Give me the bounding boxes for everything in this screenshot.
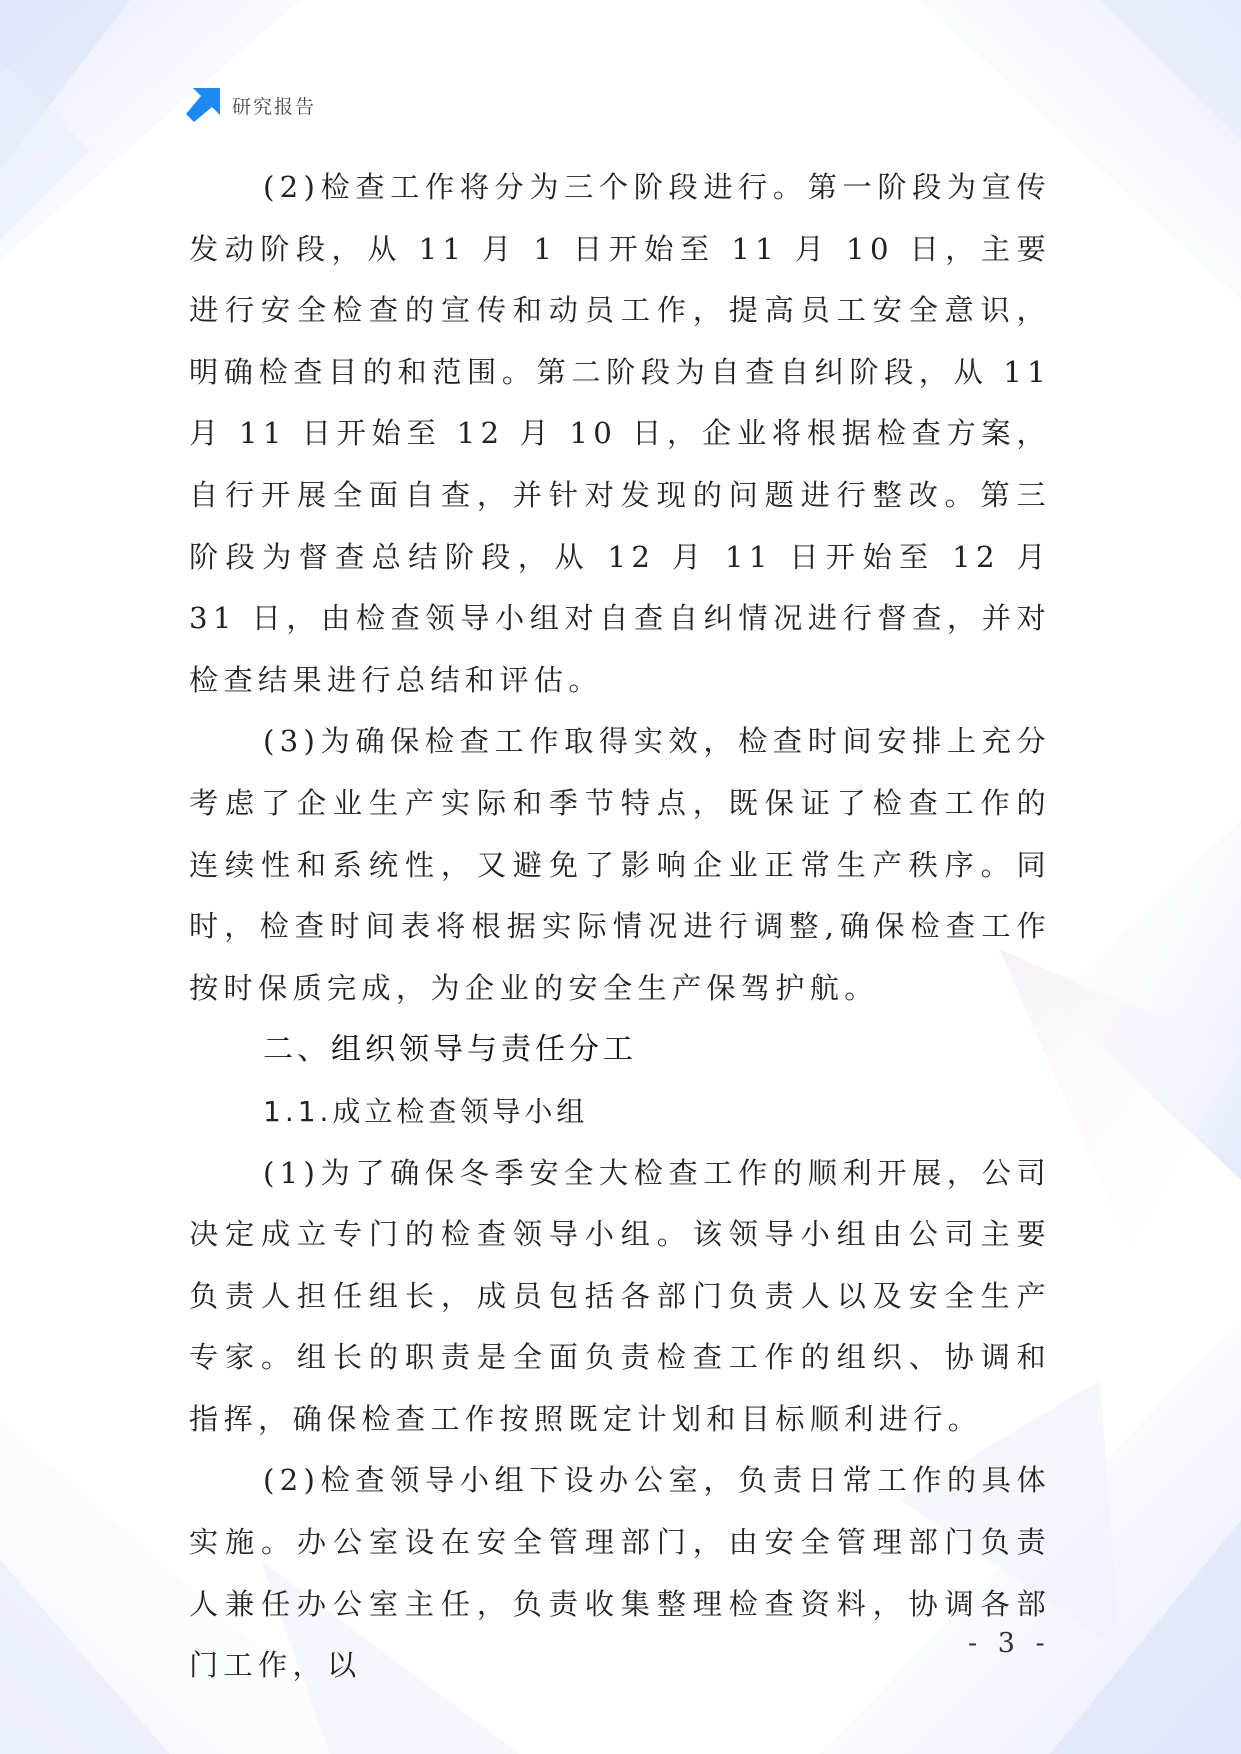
subsection-heading: 1.1.成立检查领导小组 xyxy=(263,1094,589,1128)
paragraph-leadership-group: (1)为了确保冬季安全大检查工作的顺利开展，公司决定成立专门的检查领导小组。该领导小组由公司主要负责人担任组长，成员包括各部门负责人以及安全生产专家。组长的职责是全面负责检查工作的组织、协调和指挥，确保检查工作按照既定计划和目标顺利进行。 xyxy=(189,1155,1051,1436)
section-heading: 二、组织领导与责任分工 xyxy=(263,1032,637,1068)
arrow-up-right-icon xyxy=(186,88,220,122)
paragraph-schedule-effectiveness: (3)为确保检查工作取得实效，检查时间安排上充分考虑了企业生产实际和季节特点，既保证了检查工作的连续性和系统性，又避免了影响企业正常生产秩序。同时，检查时间表将根据实际情况进行调整,确保检查工作按时保质完成，为企业的安全生产保驾护航。 xyxy=(189,724,1051,1005)
header-label: 研究报告 xyxy=(232,95,317,118)
paragraph-office: (2)检查领导小组下设办公室，负责日常工作的具体实施。办公室设在安全管理部门，由安全管理部门负责人兼任办公室主任，负责收集整理检查资料，协调各部门工作，以 xyxy=(189,1463,1051,1683)
paragraph-schedule-phases: (2)检查工作将分为三个阶段进行。第一阶段为宣传发动阶段，从 11 月 1 日开始至 11 月 10 日，主要进行安全检查的宣传和动员工作，提高员工安全意识，明确检查目的和范围。第二阶段为自查自纠阶段，从 11 月 11 日开始至 12 月 10 日，企业将根据检查方案，自行开展全面自查，并针对发现的问题进行整改。第三阶段为督查总结阶段，从 12 月 11 日开始至 12 月 31 日，由检查领导小组对自查自纠情况进行督查，并对检查结果进行总结和评估。 xyxy=(189,170,1051,697)
page-number: - 3 - xyxy=(968,1628,1051,1659)
report-header xyxy=(186,88,316,122)
document-body xyxy=(189,157,1051,1697)
